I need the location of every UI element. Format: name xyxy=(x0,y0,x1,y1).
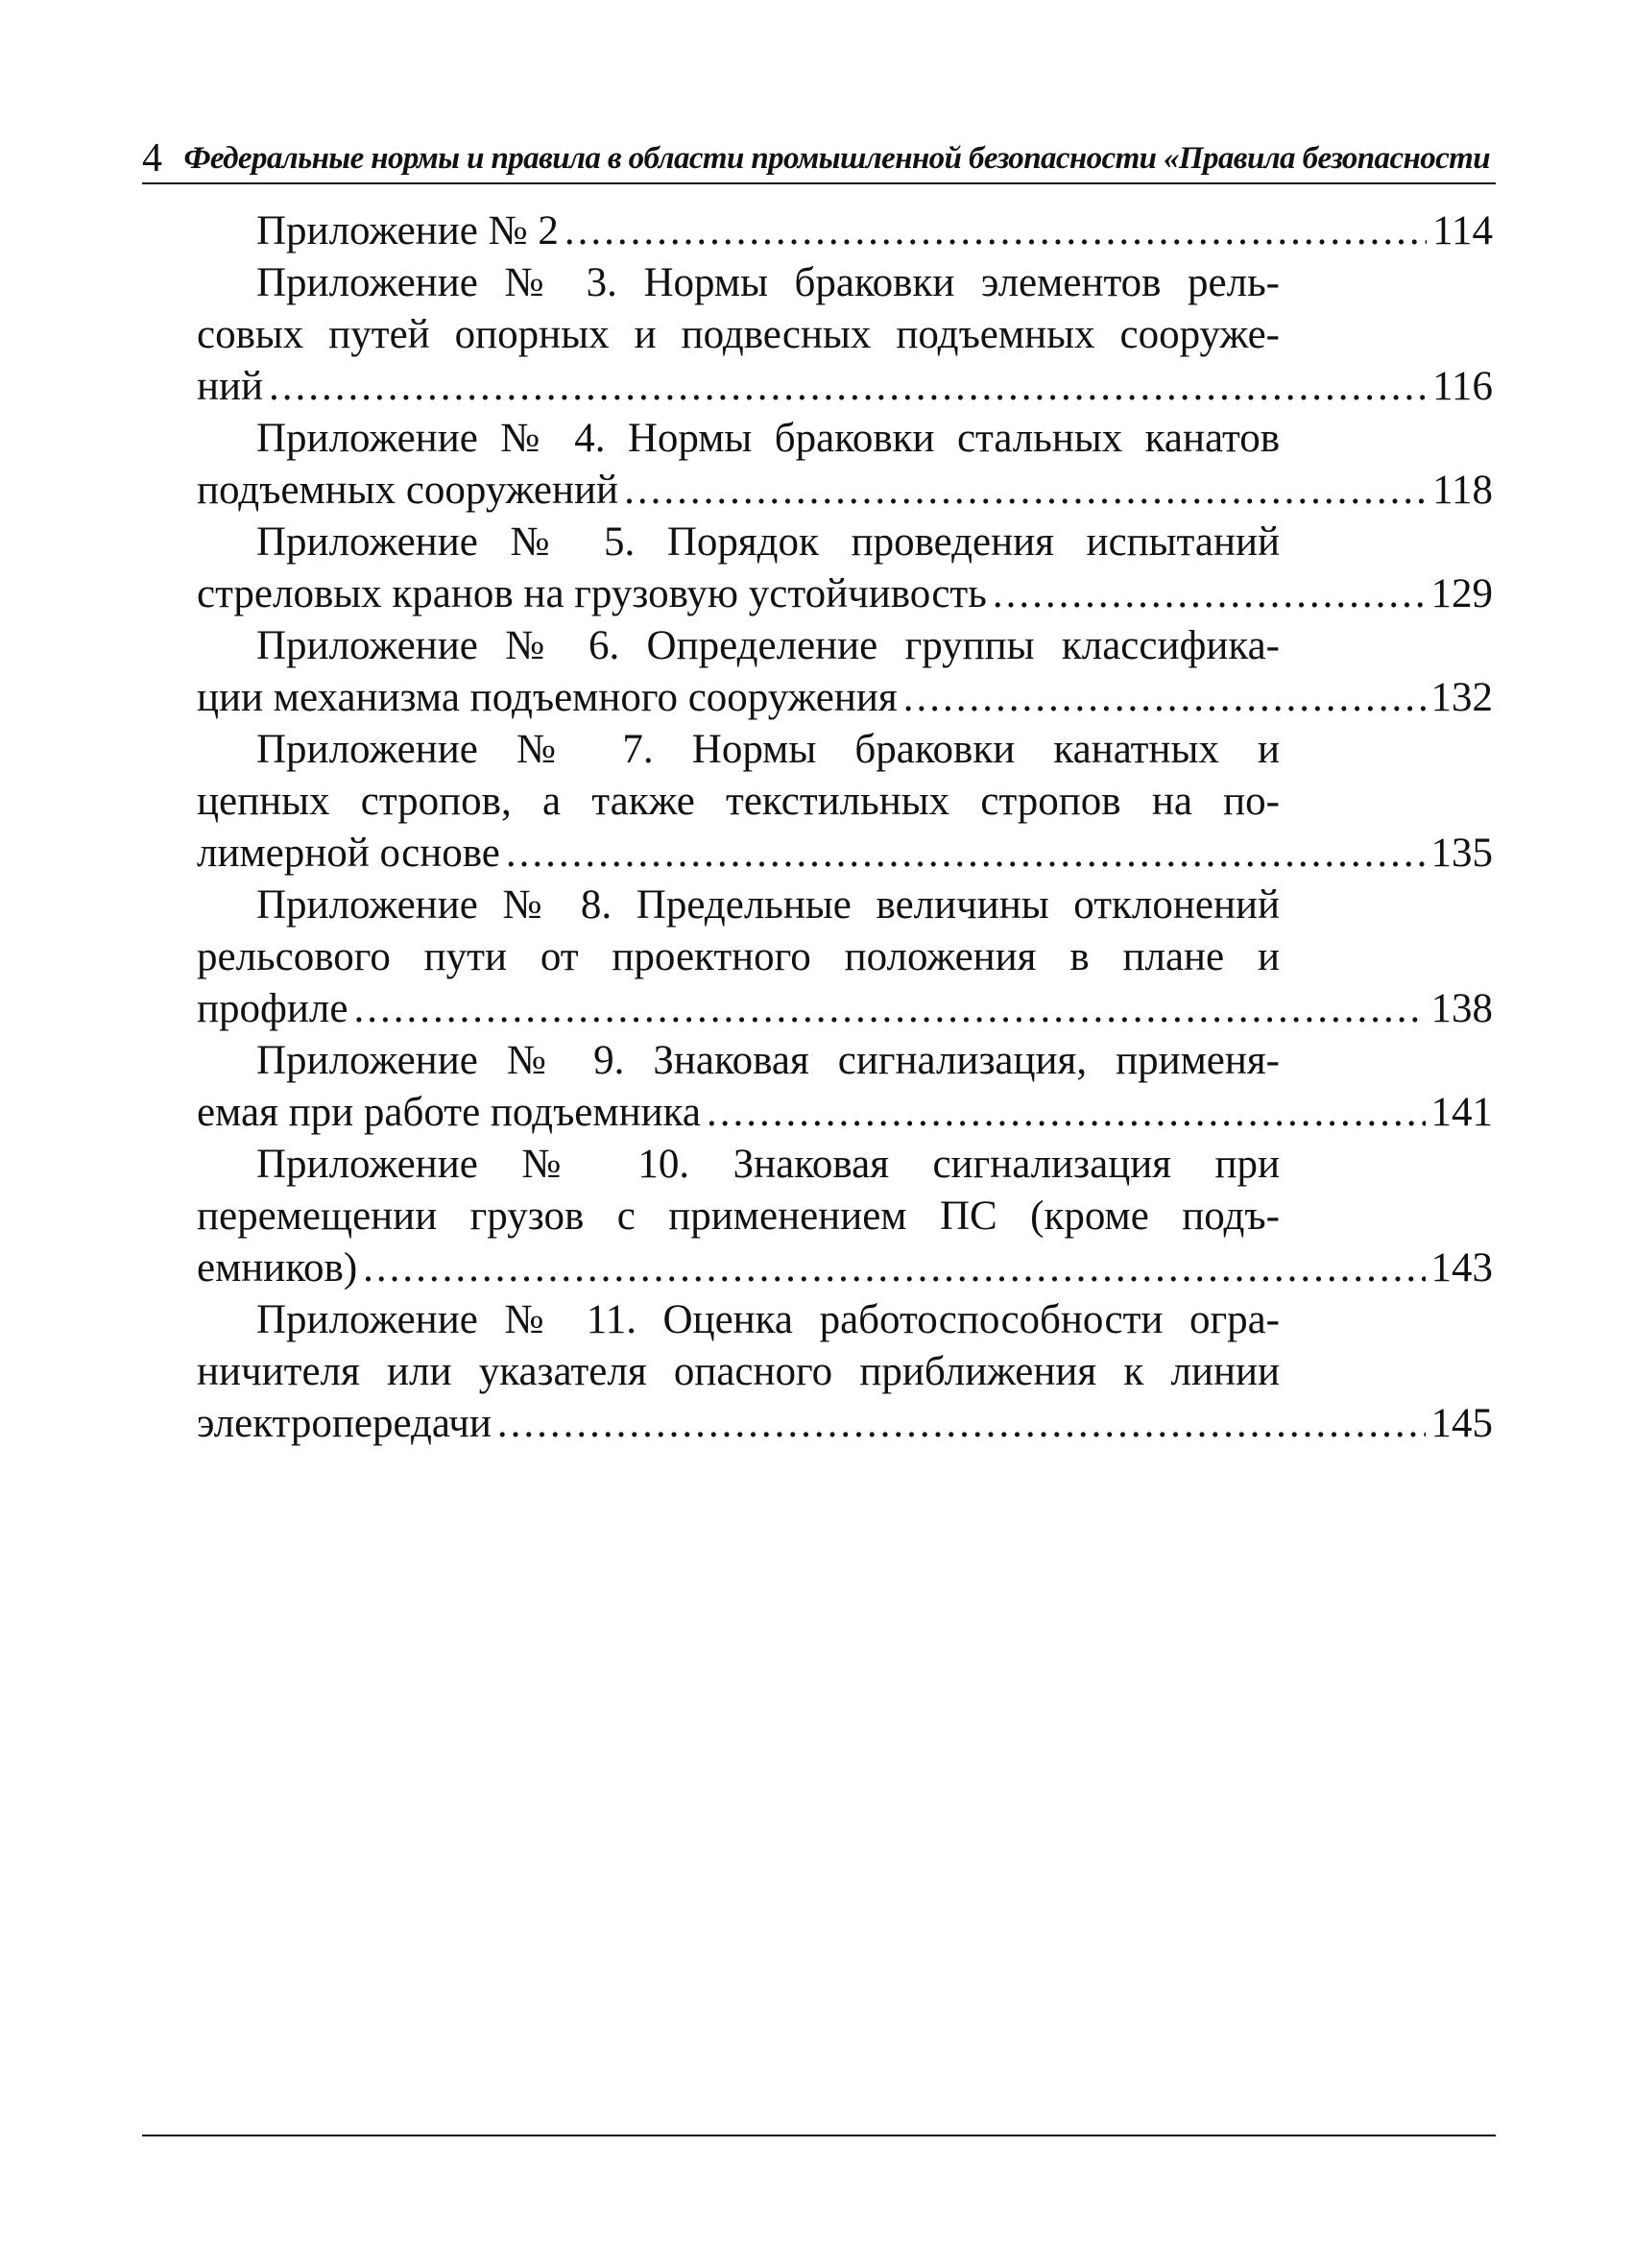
toc-entry-title-line: емая при работе подъемника xyxy=(197,1090,701,1135)
toc-entry-last-line xyxy=(197,568,1493,620)
toc-entry[interactable] xyxy=(197,1139,1493,1294)
toc-page-number: 143 xyxy=(1430,1245,1493,1291)
toc-entry-title-line: Приложение № 8. Предельные величины отклонений xyxy=(256,882,1280,928)
toc-entry[interactable] xyxy=(197,1035,1493,1139)
toc-entry-title-line: Приложение № 4. Нормы браковки стальных канатов xyxy=(256,416,1280,461)
toc-dot-leader xyxy=(363,1243,1425,1294)
toc-entry-title-line: подъемных сооружений xyxy=(197,468,619,513)
toc-entry-last-line xyxy=(197,1398,1493,1450)
toc-entry-last-line xyxy=(197,672,1493,724)
toc-entry-title-line: ний xyxy=(197,364,264,409)
toc-page-number: 145 xyxy=(1430,1401,1493,1446)
toc-page-number: 132 xyxy=(1430,675,1493,720)
toc-entry-title-line: емников) xyxy=(197,1245,358,1291)
toc-page-number: 135 xyxy=(1430,831,1493,876)
page-number: 4 xyxy=(142,136,162,181)
toc-entry-last-line xyxy=(197,1243,1493,1294)
toc-dot-leader xyxy=(506,828,1426,880)
toc-entry-last-line xyxy=(197,828,1493,880)
toc-entry-title-line: ничителя или указателя опасного приближения к линии xyxy=(197,1349,1280,1394)
toc-entry[interactable] xyxy=(197,724,1493,880)
toc-dot-leader xyxy=(993,568,1426,620)
toc-entry[interactable] xyxy=(197,620,1493,724)
toc-entry[interactable] xyxy=(197,205,1493,257)
toc-entry[interactable] xyxy=(197,257,1493,413)
toc-entry-title-line: рельсового пути от проектного положения в плане и xyxy=(197,934,1280,979)
toc-entry-title-line: Приложение № 6. Определение группы классифика- xyxy=(256,623,1280,668)
toc-page-number: 129 xyxy=(1430,571,1493,616)
toc-entry-last-line xyxy=(197,983,1493,1035)
toc-entry-title-line: профиле xyxy=(197,986,348,1031)
toc-entry[interactable] xyxy=(197,413,1493,517)
toc-entry-title-line: Приложение № 7. Нормы браковки канатных и xyxy=(256,727,1280,772)
toc-entry-last-line xyxy=(197,1087,1493,1139)
table-of-contents xyxy=(197,205,1493,1450)
toc-entry-title-line: цепных стропов, а также текстильных стропов на по- xyxy=(197,779,1280,824)
toc-entry-last-line xyxy=(197,361,1493,413)
page-header xyxy=(142,134,1496,184)
toc-dot-leader xyxy=(497,1398,1426,1450)
toc-page-number: 138 xyxy=(1430,986,1493,1031)
toc-entry-title-line: электропередачи xyxy=(197,1401,492,1446)
toc-entry-title-line: Приложение № 11. Оценка работоспособности огра- xyxy=(256,1297,1280,1342)
toc-entry-title-line: Приложение № 9. Знаковая сигнализация, применя- xyxy=(256,1038,1280,1083)
toc-page-number: 118 xyxy=(1432,468,1493,513)
toc-entry[interactable] xyxy=(197,517,1493,620)
toc-page-number: 141 xyxy=(1430,1090,1493,1135)
toc-entry[interactable] xyxy=(197,880,1493,1035)
toc-entry-title-line: лимерной основе xyxy=(197,831,500,876)
toc-entry-title-line: перемещении грузов с применением ПС (кроме подъ- xyxy=(197,1194,1280,1239)
toc-entry-title-line: совых путей опорных и подвесных подъемных сооруже- xyxy=(197,312,1280,357)
running-title: Федеральные нормы и правила в области промышленной безопасности «Правила безопасности xyxy=(183,141,1490,176)
toc-entry-title-line: Приложение № 2 xyxy=(256,208,559,253)
toc-entry-title-line: Приложение № 3. Нормы браковки элементов рель- xyxy=(256,260,1280,305)
toc-entry-title-line: ции механизма подъемного сооружения xyxy=(197,675,898,720)
toc-entry-last-line xyxy=(197,465,1493,517)
toc-dot-leader xyxy=(564,205,1427,257)
toc-entry[interactable] xyxy=(197,1294,1493,1450)
toc-entry-title-line: стреловых кранов на грузовую устойчивость xyxy=(197,571,987,616)
toc-page-number: 114 xyxy=(1432,208,1493,253)
toc-entry-title-line: Приложение № 10. Знаковая сигнализация при xyxy=(256,1142,1280,1187)
toc-dot-leader xyxy=(624,465,1427,517)
toc-dot-leader xyxy=(707,1087,1426,1139)
toc-page-number: 116 xyxy=(1432,364,1493,409)
footer-rule xyxy=(142,2135,1496,2136)
toc-dot-leader xyxy=(353,983,1425,1035)
toc-entry-title-line: Приложение № 5. Порядок проведения испытаний xyxy=(256,519,1280,565)
toc-dot-leader xyxy=(269,361,1427,413)
toc-entry-last-line xyxy=(197,205,1493,257)
toc-dot-leader xyxy=(903,672,1426,724)
